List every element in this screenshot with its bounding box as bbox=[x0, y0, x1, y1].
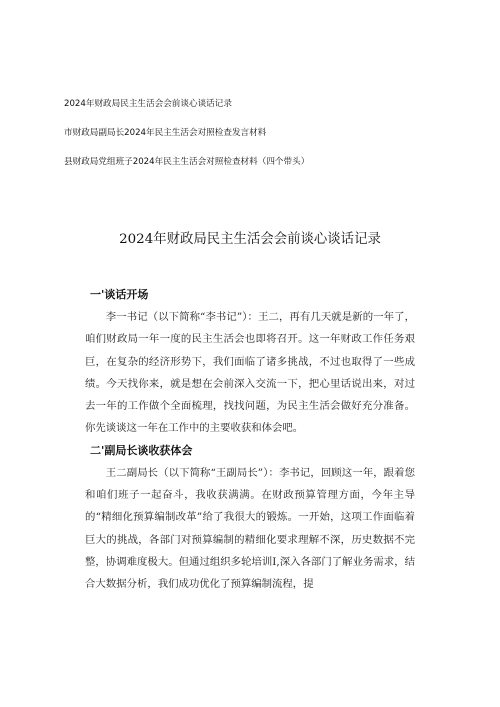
document-list-item[interactable]: 市财政局副局长2024年民主生活会对照检查发言材料 bbox=[64, 128, 267, 138]
document-body bbox=[85, 284, 415, 596]
section-heading: 二'副局长谈收获体会 bbox=[90, 443, 193, 457]
document-list-item[interactable]: 县财政局党组班子2024年民主生活会对照检查材料（四个带头） bbox=[64, 157, 310, 167]
section-paragraph: 李一书记（以下简称“李书记”）：王二，再有几天就是新的一年了，咱们财政局一年一度的民主生活会也即将召开。这一年财政工作任务艰巨，在复杂的经济形势下，我们面临了诸多挑战，不过也取得了一些成绩。今天找你来，就是想在会前深入交流一下，把心里话说出来，对过去一年的工作做个全面梳理，找找问题，为民主生活会做好充分准备。你先谈谈这一年在工作中的主要收获和体会吧。 bbox=[85, 311, 415, 435]
document-list-item[interactable]: 2024年财政局民主生活会会前谈心谈话记录 bbox=[64, 99, 232, 109]
document-list bbox=[64, 98, 444, 185]
section-heading: 一'谈话开场 bbox=[90, 288, 149, 301]
document-title: 2024年财政局民主生活会会前谈心谈话记录 bbox=[119, 232, 381, 247]
section-paragraph: 王二副局长（以下简称“王副局长”）：李书记，回顾这一年，跟着您和咱们班子一起奋斗，我收获满满。在财政预算管理方面，今年主导的“精细化预算编制改革”给了我很大的锻炼。一开始，这项工作面临着巨大的挑战，各部门对预算编制的精细化要求理解不深，历史数据不完整，协调难度极大。但通过组织多轮培训I,深入各部门了解业务需求，结合大数据分析，我们成功优化了预算编制流程，提 bbox=[85, 466, 415, 591]
